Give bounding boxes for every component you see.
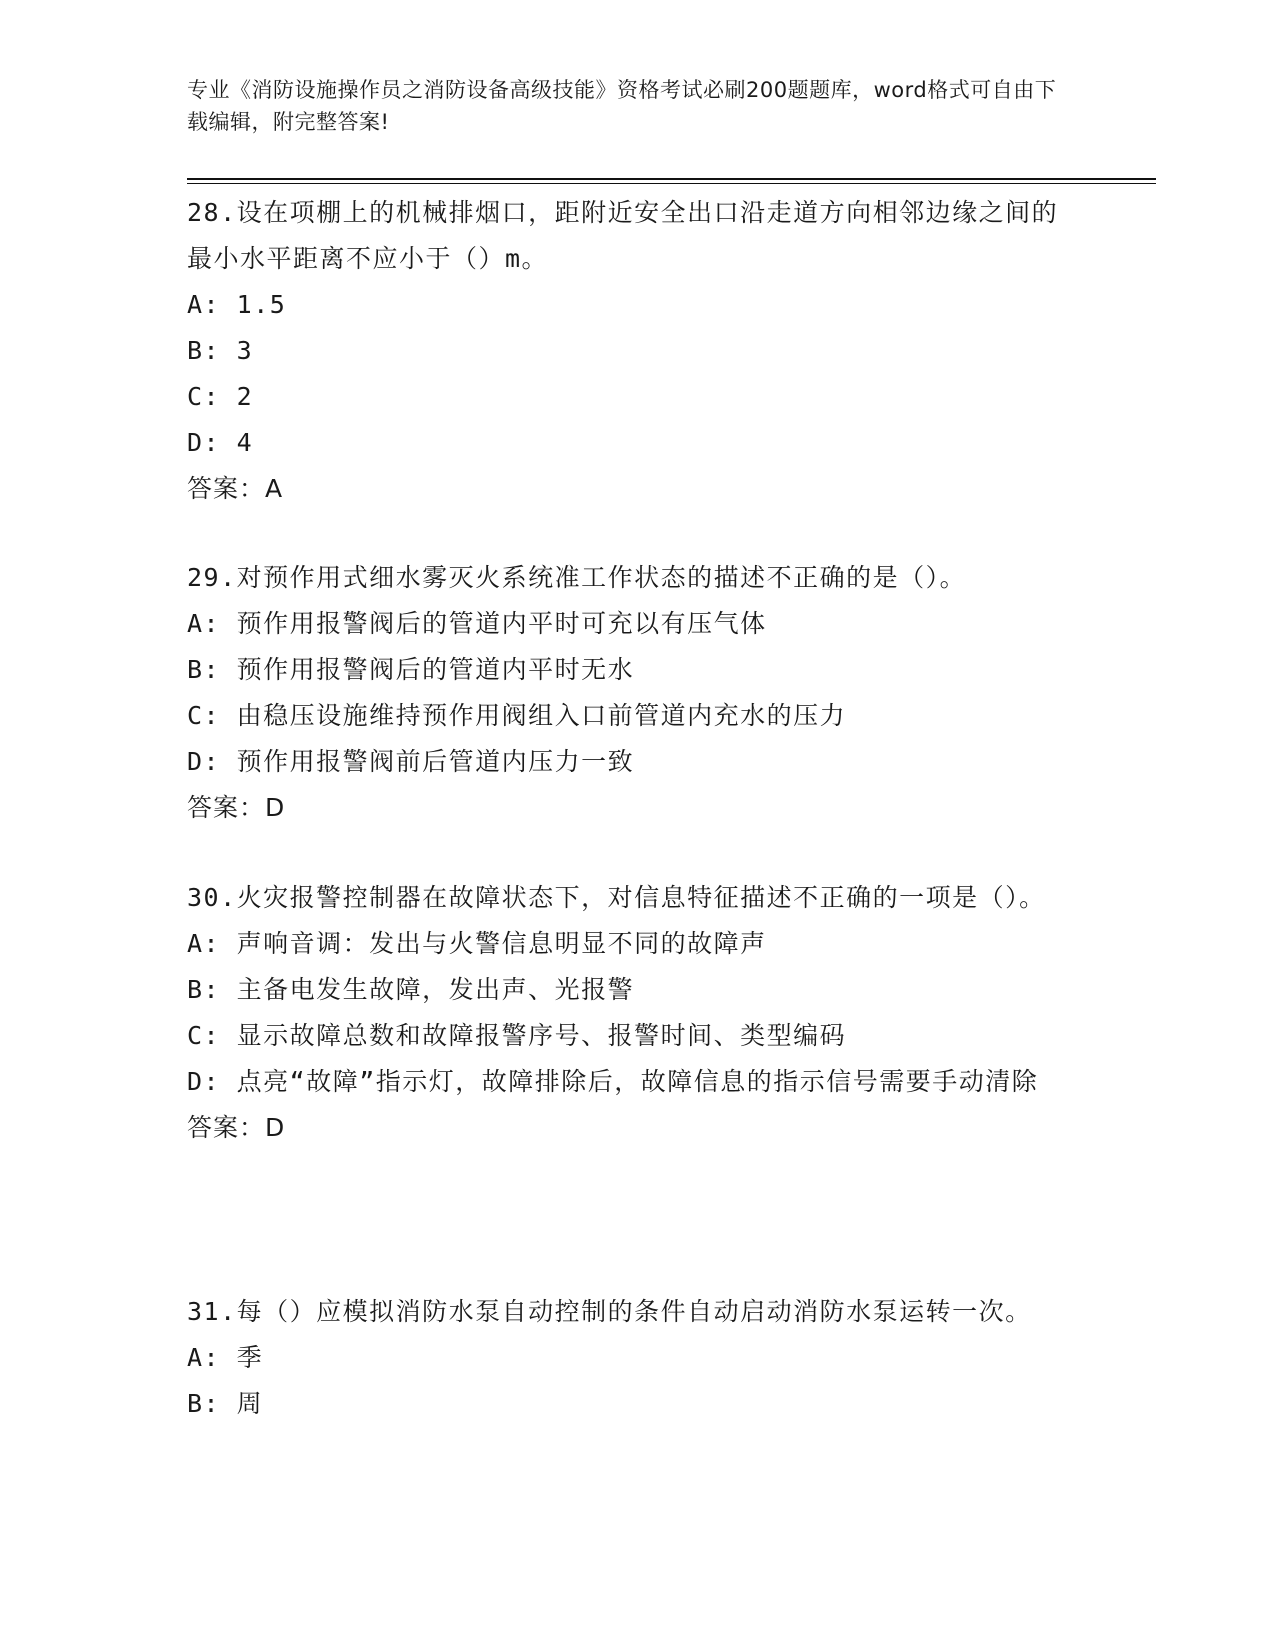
answer-line: 答案：D	[187, 793, 286, 822]
option-d: D: 预作用报警阀前后管道内压力一致	[187, 747, 635, 776]
question-31	[187, 1289, 1077, 1427]
option-b: B: 预作用报警阀后的管道内平时无水	[187, 655, 635, 684]
question-30	[187, 875, 1077, 1151]
option-d: D: 点亮“故障”指示灯，故障排除后，故障信息的指示信号需要手动清除	[187, 1067, 1039, 1096]
question-stem: 30.火灾报警控制器在故障状态下，对信息特征描述不正确的一项是（）。	[187, 883, 1046, 912]
option-d: D: 4	[187, 428, 254, 457]
option-b: B: 主备电发生故障，发出声、光报警	[187, 975, 635, 1004]
question-stem: 28.设在项棚上的机械排烟口，距附近安全出口沿走道方向相邻边缘之间的最小水平距离不应小于（）m。	[187, 198, 1059, 273]
question-stem: 31.每（）应模拟消防水泵自动控制的条件自动启动消防水泵运转一次。	[187, 1297, 1032, 1326]
question-29	[187, 555, 1077, 831]
option-a: A: 预作用报警阀后的管道内平时可充以有压气体	[187, 609, 767, 638]
option-b: B: 3	[187, 336, 254, 365]
page-header: 专业《消防设施操作员之消防设备高级技能》资格考试必刷200题题库，word格式可自由下载编辑，附完整答案!	[187, 78, 1057, 134]
option-a: A: 1.5	[187, 290, 287, 319]
option-b: B: 周	[187, 1389, 264, 1418]
answer-line: 答案：D	[187, 1113, 286, 1142]
option-a: A: 季	[187, 1343, 264, 1372]
option-c: C: 由稳压设施维持预作用阀组入口前管道内充水的压力	[187, 701, 847, 730]
header-divider-thin	[187, 183, 1156, 184]
question-stem: 29.对预作用式细水雾灭火系统准工作状态的描述不正确的是（）。	[187, 563, 967, 592]
option-c: C: 显示故障总数和故障报警序号、报警时间、类型编码	[187, 1021, 847, 1050]
header-divider	[187, 178, 1156, 180]
answer-line: 答案：A	[187, 474, 284, 503]
question-28	[187, 190, 1077, 512]
option-a: A: 声响音调：发出与火警信息明显不同的故障声	[187, 929, 767, 958]
option-c: C: 2	[187, 382, 254, 411]
